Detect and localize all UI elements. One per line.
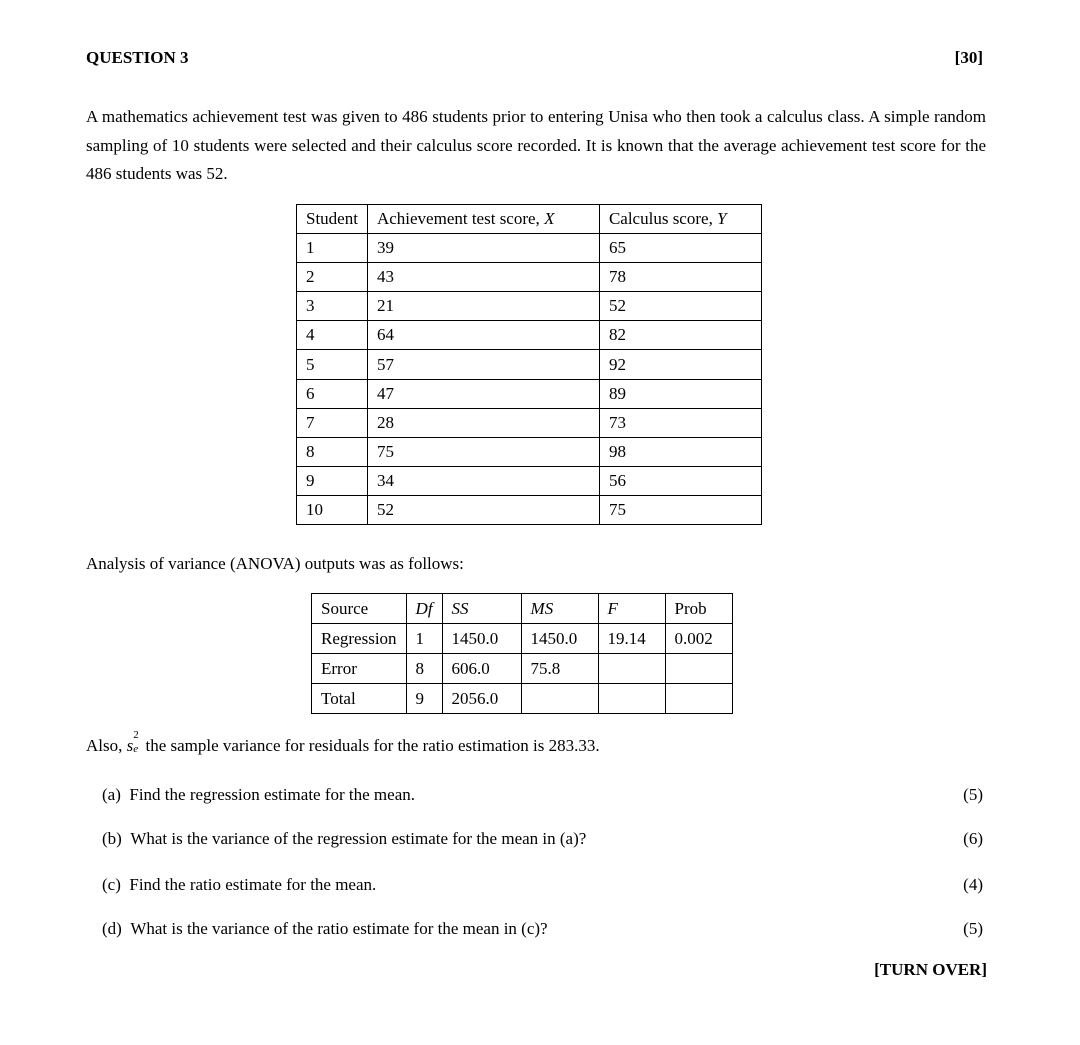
part-c-text: Find the ratio estimate for the mean. — [129, 875, 377, 894]
calculus-cell: 78 — [599, 263, 761, 292]
achievement-cell: 21 — [367, 292, 599, 321]
achievement-cell: 52 — [367, 495, 599, 524]
anova-header-prob: Prob — [665, 594, 732, 624]
part-b-text: What is the variance of the regression estimate for the mean in (a)? — [130, 829, 587, 848]
residual-variance-statement — [86, 729, 600, 756]
calculus-cell: 75 — [599, 495, 761, 524]
anova-ms: 75.8 — [521, 654, 598, 684]
student-cell: 5 — [297, 350, 368, 379]
calculus-cell: 65 — [599, 234, 761, 263]
table-row — [297, 234, 762, 263]
part-d-label: (d) — [102, 919, 122, 938]
calculus-cell: 82 — [599, 321, 761, 350]
anova-source: Total — [312, 684, 407, 714]
anova-f — [598, 654, 665, 684]
anova-ms: 1450.0 — [521, 624, 598, 654]
achievement-cell: 43 — [367, 263, 599, 292]
part-a — [102, 785, 415, 805]
student-cell: 3 — [297, 292, 368, 321]
anova-header-ms: MS — [521, 594, 598, 624]
table-row — [297, 350, 762, 379]
achievement-cell: 75 — [367, 437, 599, 466]
student-cell: 8 — [297, 437, 368, 466]
anova-table — [311, 593, 733, 714]
anova-df: 1 — [406, 624, 442, 654]
student-cell: 7 — [297, 408, 368, 437]
student-scores-table — [296, 204, 762, 525]
anova-source: Error — [312, 654, 407, 684]
anova-header-f: F — [598, 594, 665, 624]
anova-prob — [665, 684, 732, 714]
anova-header-row — [312, 594, 733, 624]
variance-subscript: e — [133, 743, 139, 755]
anova-row — [312, 624, 733, 654]
part-b-label: (b) — [102, 829, 122, 848]
header-calculus-label: Calculus score, — [608, 209, 718, 229]
table-row — [297, 466, 762, 495]
also-prefix: Also, — [86, 736, 127, 755]
anova-header-ss: SS — [442, 594, 521, 624]
table-row — [297, 495, 762, 524]
anova-ms — [521, 684, 598, 714]
table-row — [297, 408, 762, 437]
also-text: the sample variance for residuals for the ratio estimation is 283.33. — [141, 736, 600, 755]
header-student: Student — [297, 205, 368, 234]
achievement-cell: 64 — [367, 321, 599, 350]
anova-df: 9 — [406, 684, 442, 714]
calculus-cell: 73 — [599, 408, 761, 437]
anova-row — [312, 654, 733, 684]
part-b — [102, 829, 586, 849]
anova-header-df: Df — [406, 594, 442, 624]
student-cell: 10 — [297, 495, 368, 524]
part-d — [102, 919, 548, 939]
calculus-cell: 89 — [599, 379, 761, 408]
part-c-marks: (4) — [963, 875, 983, 894]
anova-f — [598, 684, 665, 714]
anova-ss: 606.0 — [442, 654, 521, 684]
anova-ss: 2056.0 — [442, 684, 521, 714]
anova-header-source: Source — [312, 594, 407, 624]
student-cell: 9 — [297, 466, 368, 495]
anova-intro: Analysis of variance (ANOVA) outputs was as follows: — [86, 554, 464, 573]
header-achievement-var: X — [544, 209, 555, 229]
student-cell: 2 — [297, 263, 368, 292]
header-calculus — [599, 205, 761, 234]
part-a-label: (a) — [102, 785, 121, 804]
calculus-cell: 52 — [599, 292, 761, 321]
anova-f: 19.14 — [598, 624, 665, 654]
calculus-cell: 56 — [599, 466, 761, 495]
question-total-marks: [30] — [954, 48, 983, 67]
header-calculus-var: Y — [717, 209, 727, 229]
variance-superscript: 2 — [133, 729, 139, 741]
achievement-cell: 57 — [367, 350, 599, 379]
achievement-cell: 28 — [367, 408, 599, 437]
header-achievement-label: Achievement test score, — [376, 209, 545, 229]
part-b-marks: (6) — [963, 829, 983, 848]
achievement-cell: 47 — [367, 379, 599, 408]
part-c — [102, 875, 376, 895]
table-row — [297, 379, 762, 408]
part-d-marks: (5) — [963, 919, 983, 938]
part-d-text: What is the variance of the ratio estimate for the mean in (c)? — [130, 919, 548, 938]
calculus-cell: 92 — [599, 350, 761, 379]
table-row — [297, 263, 762, 292]
anova-df: 8 — [406, 654, 442, 684]
achievement-cell: 34 — [367, 466, 599, 495]
part-a-text: Find the regression estimate for the mean. — [129, 785, 415, 804]
student-cell: 4 — [297, 321, 368, 350]
header-achievement — [367, 205, 599, 234]
achievement-cell: 39 — [367, 234, 599, 263]
anova-ss: 1450.0 — [442, 624, 521, 654]
turn-over-footer: [TURN OVER] — [874, 960, 987, 979]
table-row — [297, 437, 762, 466]
question-title: QUESTION 3 — [86, 48, 189, 67]
anova-prob: 0.002 — [665, 624, 732, 654]
anova-source: Regression — [312, 624, 407, 654]
table-row — [297, 321, 762, 350]
part-a-marks: (5) — [963, 785, 983, 804]
table-row — [297, 292, 762, 321]
question-intro: A mathematics achievement test was given to 486 students prior to entering Unisa who then took a calculus class. A simple random sampling of 10 students were selected and their calculus score recorded. It is known that the average achievement test score for the 486 students was 52. — [86, 107, 986, 183]
table-header-row — [297, 205, 762, 234]
anova-row — [312, 684, 733, 714]
variance-symbol: s — [126, 736, 134, 755]
student-cell: 1 — [297, 234, 368, 263]
calculus-cell: 98 — [599, 437, 761, 466]
anova-prob — [665, 654, 732, 684]
part-c-label: (c) — [102, 875, 121, 894]
variance-symbol-scripts — [133, 729, 141, 755]
student-cell: 6 — [297, 379, 368, 408]
